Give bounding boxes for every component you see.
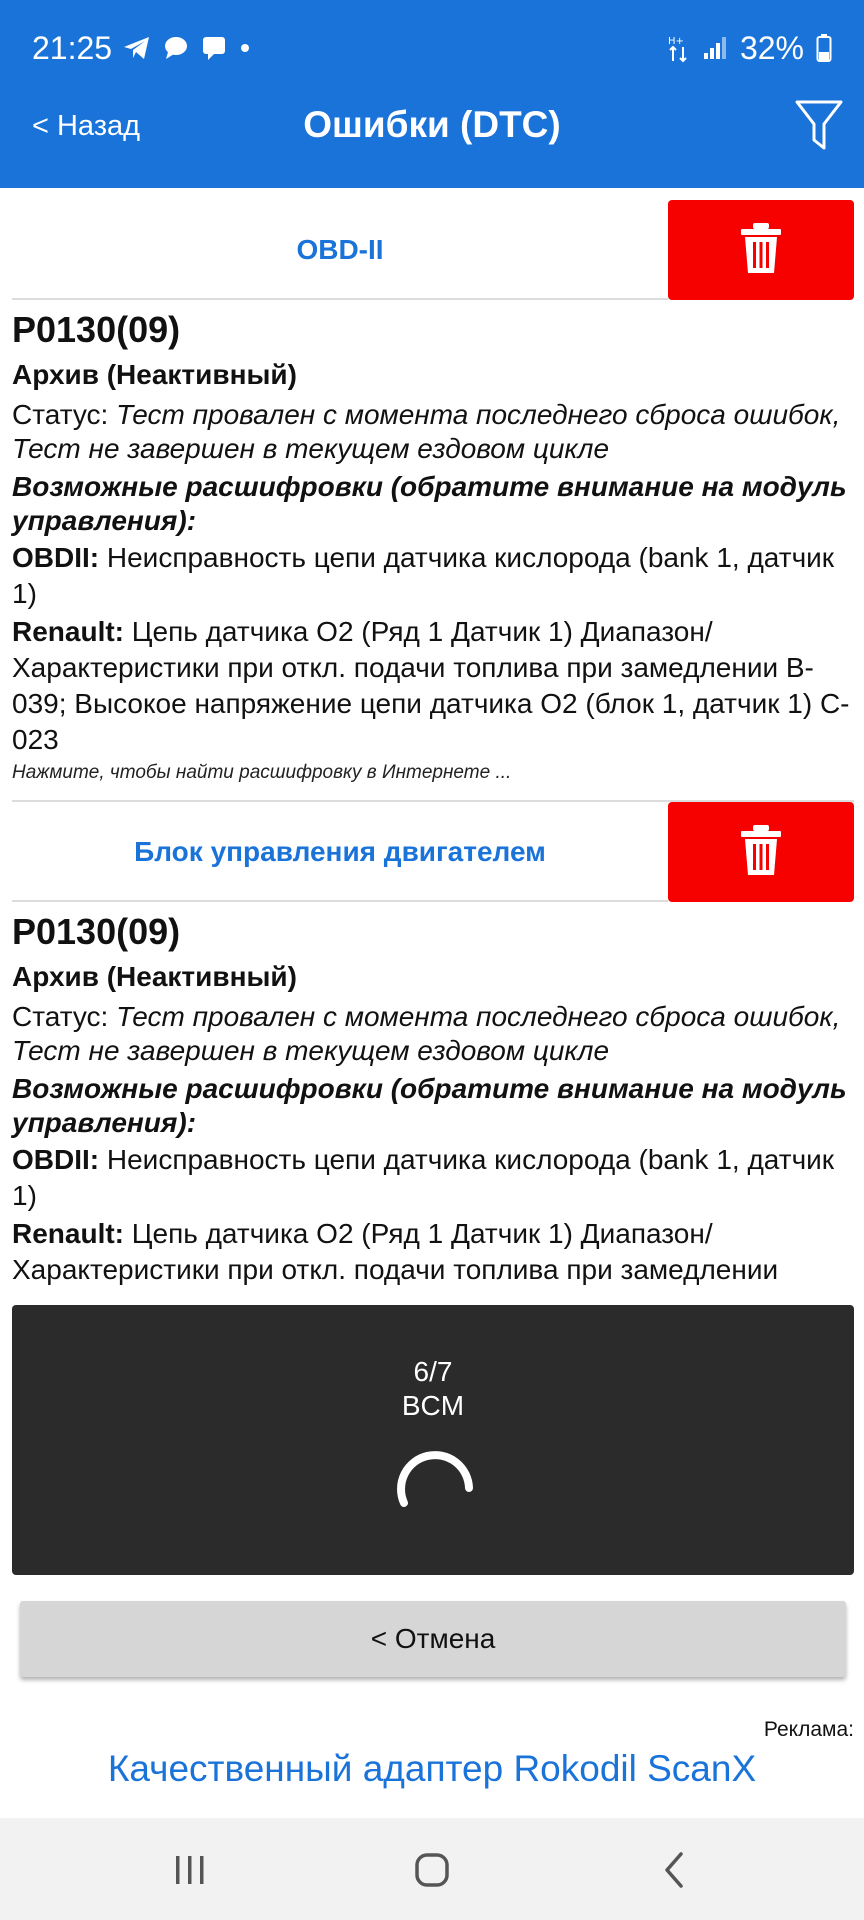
- dtc-state: Архив (Неактивный): [12, 961, 297, 992]
- renault-description: [12, 1216, 852, 1288]
- divider: [12, 900, 668, 902]
- renault-description: [12, 614, 852, 758]
- data-transfer-icon: [668, 33, 690, 63]
- system-nav-bar: [0, 1818, 864, 1920]
- page-title: Ошибки (DTC): [303, 104, 561, 145]
- module-header-obd: [12, 200, 854, 300]
- chat-bubble-icon: [162, 34, 190, 62]
- home-icon[interactable]: [402, 1848, 462, 1892]
- loader-progress: 6/7: [413, 1356, 453, 1387]
- signal-icon: [702, 35, 728, 61]
- dtc-hint: Возможные расшифровки (обратите внимание на модуль управления):: [12, 1073, 847, 1138]
- notification-dot-icon: [238, 41, 252, 55]
- trash-icon: [739, 823, 783, 882]
- dtc-hint: Возможные расшифровки (обратите внимание на модуль управления):: [12, 471, 847, 536]
- obd-description: [12, 540, 852, 612]
- obd-label: OBDII:: [12, 1144, 100, 1175]
- dtc-entry[interactable]: [12, 910, 852, 1288]
- module-label[interactable]: OBD-II: [296, 234, 384, 265]
- module-header-ecu: [12, 802, 854, 902]
- search-online-link[interactable]: Нажмите, чтобы найти расшифровку в Интернете ...: [12, 762, 512, 783]
- divider: [12, 298, 668, 300]
- cancel-button[interactable]: < Отмена: [20, 1601, 846, 1677]
- delete-button[interactable]: [668, 200, 854, 300]
- trash-icon: [739, 221, 783, 280]
- dtc-entry[interactable]: [12, 308, 852, 784]
- back-nav-icon[interactable]: [644, 1848, 704, 1892]
- dtc-status: [12, 398, 852, 466]
- module-label[interactable]: Блок управления двигателем: [134, 836, 546, 867]
- renault-text: Цепь датчика O2 (Ряд 1 Датчик 1) Диапазон/Характеристики при откл. подачи топлива при замедлении: [12, 1218, 779, 1285]
- obd-text: Неисправность цепи датчика кислорода (bank 1, датчик 1): [12, 1144, 835, 1211]
- status-bar: [32, 28, 832, 68]
- status-value: Тест провален с момента последнего сброса ошибок, Тест не завершен в текущем ездовом цикле: [12, 399, 841, 464]
- battery-percent: 32%: [739, 29, 804, 66]
- obd-label: OBDII:: [12, 542, 100, 573]
- status-label: Статус:: [12, 399, 109, 430]
- renault-text: Цепь датчика O2 (Ряд 1 Датчик 1) Диапазон/Характеристики при откл. подачи топлива при замедлении B-039; Высокое напряжение цепи датчика O2 (блок 1, датчик 1) C-023: [12, 616, 850, 755]
- recents-icon[interactable]: [160, 1848, 220, 1892]
- renault-label: Renault:: [12, 616, 124, 647]
- spinner-icon: [390, 1440, 480, 1530]
- clock: 21:25: [32, 29, 113, 66]
- battery-icon: [816, 33, 832, 63]
- dtc-status: [12, 1000, 852, 1068]
- ad-label: Реклама:: [763, 1718, 854, 1741]
- status-value: Тест провален с момента последнего сброса ошибок, Тест не завершен в текущем ездовом цикле: [12, 1001, 841, 1066]
- ad-link[interactable]: Качественный адаптер Rokodil ScanX: [107, 1748, 757, 1789]
- status-label: Статус:: [12, 1001, 109, 1032]
- dtc-state: Архив (Неактивный): [12, 359, 297, 390]
- loading-dialog: [12, 1305, 854, 1575]
- filter-icon[interactable]: [794, 98, 844, 152]
- back-button[interactable]: < Назад: [32, 110, 141, 142]
- renault-label: Renault:: [12, 1218, 124, 1249]
- obd-text: Неисправность цепи датчика кислорода (bank 1, датчик 1): [12, 542, 835, 609]
- delete-button[interactable]: [668, 802, 854, 902]
- svg-text:H+: H+: [667, 36, 684, 47]
- obd-description: [12, 1142, 852, 1214]
- dtc-code: P0130(09): [12, 911, 181, 952]
- loader-module: BCM: [401, 1390, 465, 1421]
- dtc-code: P0130(09): [12, 309, 181, 350]
- message-icon: [200, 34, 228, 62]
- app-bar: [0, 0, 864, 188]
- telegram-icon: [122, 34, 152, 62]
